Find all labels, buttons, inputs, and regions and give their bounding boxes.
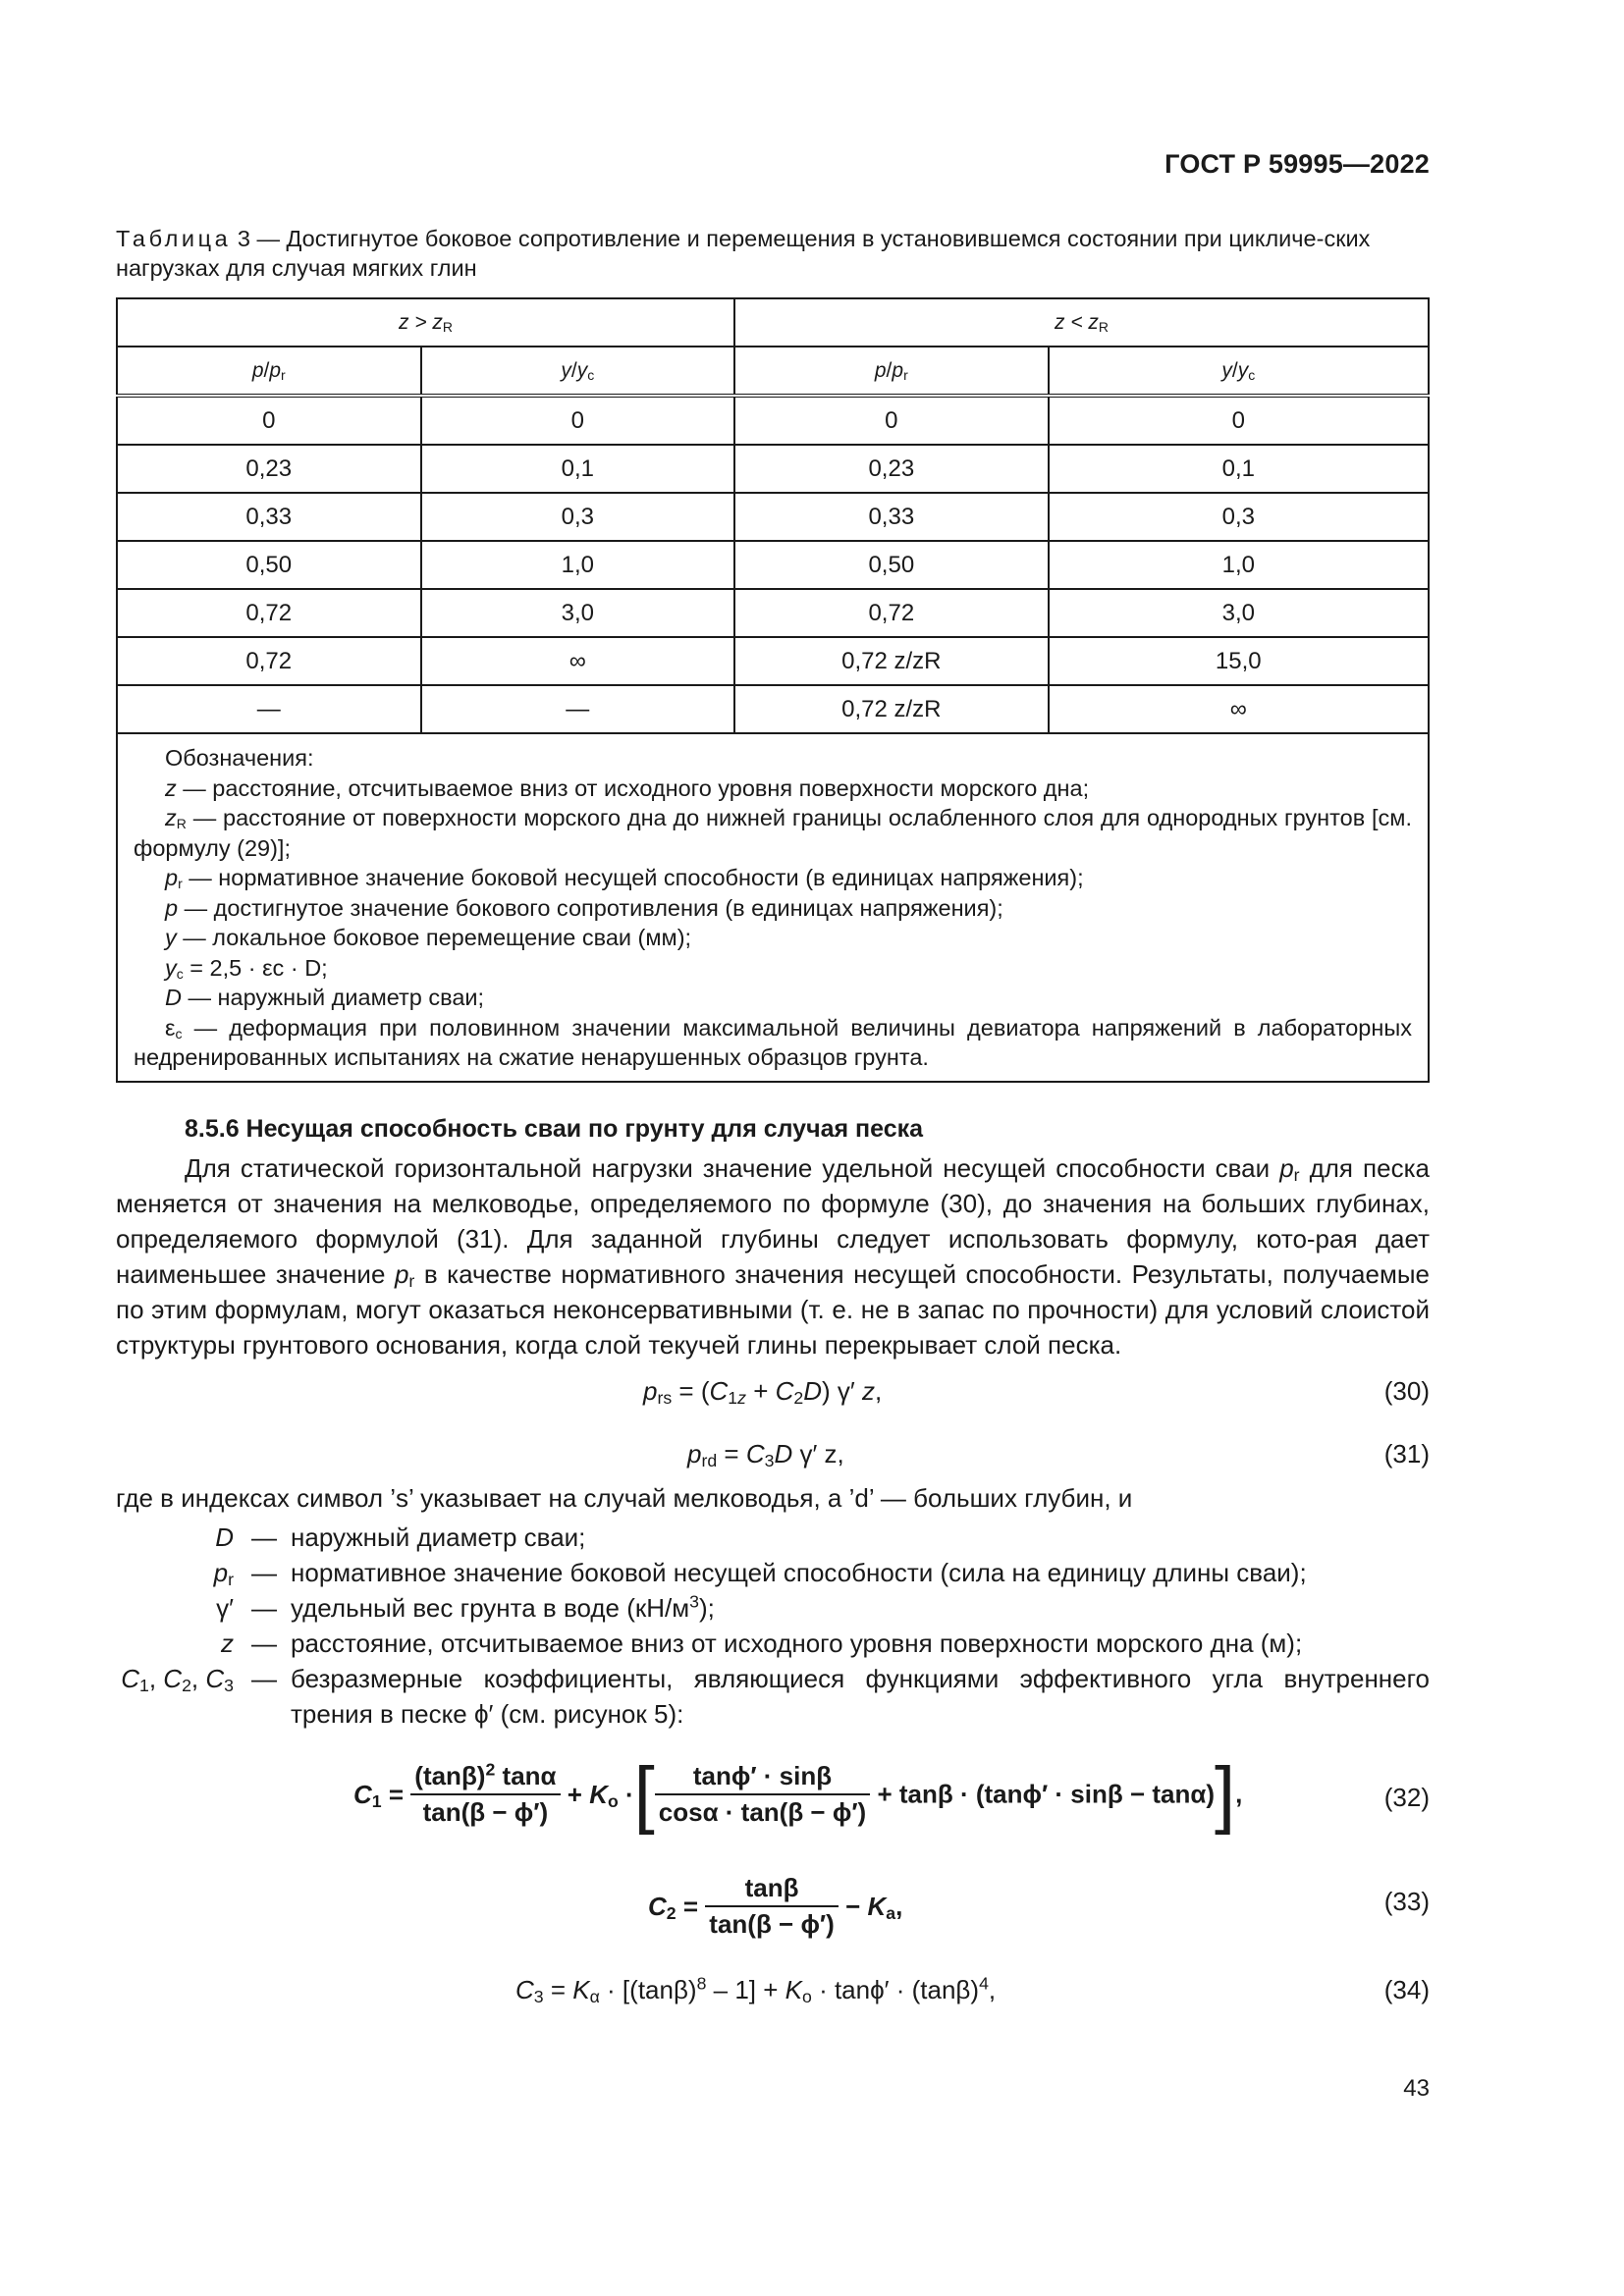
table-cell: 0,50 [734, 541, 1049, 589]
note-d: D — наружный диаметр сваи; [165, 985, 485, 1010]
formula-number-33: (33) [1383, 1887, 1430, 1916]
table-cell: 3,0 [421, 589, 735, 637]
document-header: ГОСТ Р 59995—2022 [1164, 149, 1430, 179]
table-caption-prefix: Таблица [116, 226, 232, 251]
table-cell: 0,3 [1049, 493, 1429, 541]
table-cell: — [421, 685, 735, 733]
column-header: $y/y_c$ [1049, 347, 1429, 396]
note-p: p — достигнутое значение бокового сопротивления (в единицах напряжения); [165, 894, 1003, 921]
formula-number-30: (30) [1383, 1376, 1430, 1406]
table-row [117, 637, 1429, 685]
formula-number-34: (34) [1383, 1975, 1430, 2004]
formula-30: $p_{rs} = (C_{1z} + C_2D)$ γ′ z, [643, 1376, 883, 1408]
definition-gamma: γ′ — удельный вес грунта в воде $(кН/м^3)$; [216, 1591, 715, 1623]
note-pr: $p_r$ — нормативное значение боковой несущей способности (в единицах напряжения); [165, 865, 1084, 892]
notes-title: Обозначения: [165, 745, 314, 771]
column-header: $p/p_r$ [117, 347, 421, 396]
table-row [117, 589, 1429, 637]
table-cell: 0,33 [117, 493, 421, 541]
table-cell: 0,33 [734, 493, 1049, 541]
table-caption [116, 224, 1430, 283]
formula-33: $C_2$ = $\frac{\tan\beta}{\tan(\beta - \phi')}$ − $K_a$, [648, 1873, 903, 1939]
definition-d: D — наружный диаметр сваи; [215, 1522, 586, 1552]
table-cell: 3,0 [1049, 589, 1429, 637]
section-heading: 8.5.6 Несущая способность сваи по грунту для случая песка [185, 1115, 924, 1143]
table-cell: 0 [421, 396, 735, 445]
page-number: 43 [1403, 2075, 1430, 2102]
formula-31: $p_{rd} = C_3D$ γ′ z, [687, 1439, 844, 1470]
table-cell: 0,72 [117, 637, 421, 685]
note-yc: $y_c = 2,5 \cdot \varepsilon c \cdot D$; [165, 954, 328, 982]
table-cell: ∞ [1049, 685, 1429, 733]
table-cell: 0,1 [421, 445, 735, 493]
note-z: z — расстояние, отсчитываемое вниз от исходного уровня поверхности морского дна; [165, 774, 1090, 801]
table-cell: 15,0 [1049, 637, 1429, 685]
note-epsilon: $\varepsilon_c$ — деформация при половинном значении максимальной величины девиатора напряжений в лабораторных недренированных испытаниях на сжатие ненарушенных образцов грунта. [134, 1014, 1412, 1070]
column-header: $p/p_r$ [734, 347, 1049, 396]
table-notes [117, 733, 1429, 1082]
formula-number-31: (31) [1383, 1439, 1430, 1468]
table-cell: 0,72 [734, 589, 1049, 637]
note-y: y — локальное боковое перемещение сваи (мм); [165, 925, 692, 950]
table-cell: 0 [117, 396, 421, 445]
table-cell: ∞ [421, 637, 735, 685]
group-header-right: $z < z_R$ [734, 298, 1429, 347]
table-row [117, 396, 1429, 445]
formula-32: $C_1$ = $\frac{(\tan\beta)^2 \tan\alpha}{\tan(\beta - \phi')}$ + $K_o$ ·[ $\frac{\tan\phi' \cdot \sin\beta}{\cos\alpha \cdot \tan(\beta - \phi')}$ + tanβ · (tanϕ′ · sinβ − tanα)], [353, 1752, 1243, 1836]
table-row [117, 445, 1429, 493]
formula-number-32: (32) [1383, 1783, 1430, 1812]
definition-z: z — расстояние, отсчитываемое вниз от исходного уровня поверхности морского дна (м); [221, 1629, 1303, 1658]
table-row [117, 541, 1429, 589]
table-cell: 0,50 [117, 541, 421, 589]
note-zr: $z_R$ — расстояние от поверхности морского дна до нижней границы ослабленного слоя для однородных грунтов [см. формулу (29)]; [134, 805, 1412, 861]
definition-pr: $p_r$ — нормативное значение боковой несущей способности (сила на единицу длины сваи); [213, 1558, 1307, 1589]
group-header-left: $z > z_R$ [117, 298, 734, 347]
table-cell: 0 [734, 396, 1049, 445]
table-cell: 0,72 z/zR [734, 685, 1049, 733]
table-caption-text: 3 — Достигнутое боковое сопротивление и перемещения в установившемся состоянии при цикличе-ских нагрузках для случая мягких глин [116, 226, 1371, 281]
table-cell: 1,0 [1049, 541, 1429, 589]
table-cell: 0,1 [1049, 445, 1429, 493]
symbols-intro: где в индексах символ ’s’ указывает на случай мелководья, а ’d’ — больших глубин, и [116, 1483, 1133, 1513]
table-cell: 0,72 [117, 589, 421, 637]
table-cell: 0,23 [734, 445, 1049, 493]
formula-34: $C_3 = K_\alpha \cdot [(\tan\beta)^8 - 1] + K_o \cdot \tan\phi' \cdot (\tan\beta)^4$, [515, 1973, 997, 2006]
table-cell: 0,72 z/zR [734, 637, 1049, 685]
definition-coefficients: $C_1$, $C_2$, $C_3$ — безразмерные коэффициенты, являющиеся функциями эффективного угла внутреннего трения в песке ϕ′ (см. рисунок 5): [121, 1664, 1430, 1729]
table-cell: 1,0 [421, 541, 735, 589]
table-cell: 0,23 [117, 445, 421, 493]
table-cell: 0,3 [421, 493, 735, 541]
column-header: $y/y_c$ [421, 347, 735, 396]
table-row [117, 685, 1429, 733]
table-row [117, 493, 1429, 541]
table-cell: 0 [1049, 396, 1429, 445]
table-cell: — [117, 685, 421, 733]
results-table [116, 297, 1430, 1083]
section-paragraph: Для статической горизонтальной нагрузки значение удельной несущей способности сваи $p_r$ для песка меняется от значения на мелководье, определяемого по формуле (30), до значения на больших глубинах, определяемого формулой (31). Для заданной глубины следует использовать формулу, кото-рая дает наименьшее значение $p_r$ в качестве нормативного значения несущей способности. Результаты, получаемые по этим формулам, могут оказаться неконсервативными (т. е. не в запас по прочности) для условий слоистой структуры грунтового основания, когда слой текучей глины перекрывает слой песка. [116, 1153, 1430, 1360]
